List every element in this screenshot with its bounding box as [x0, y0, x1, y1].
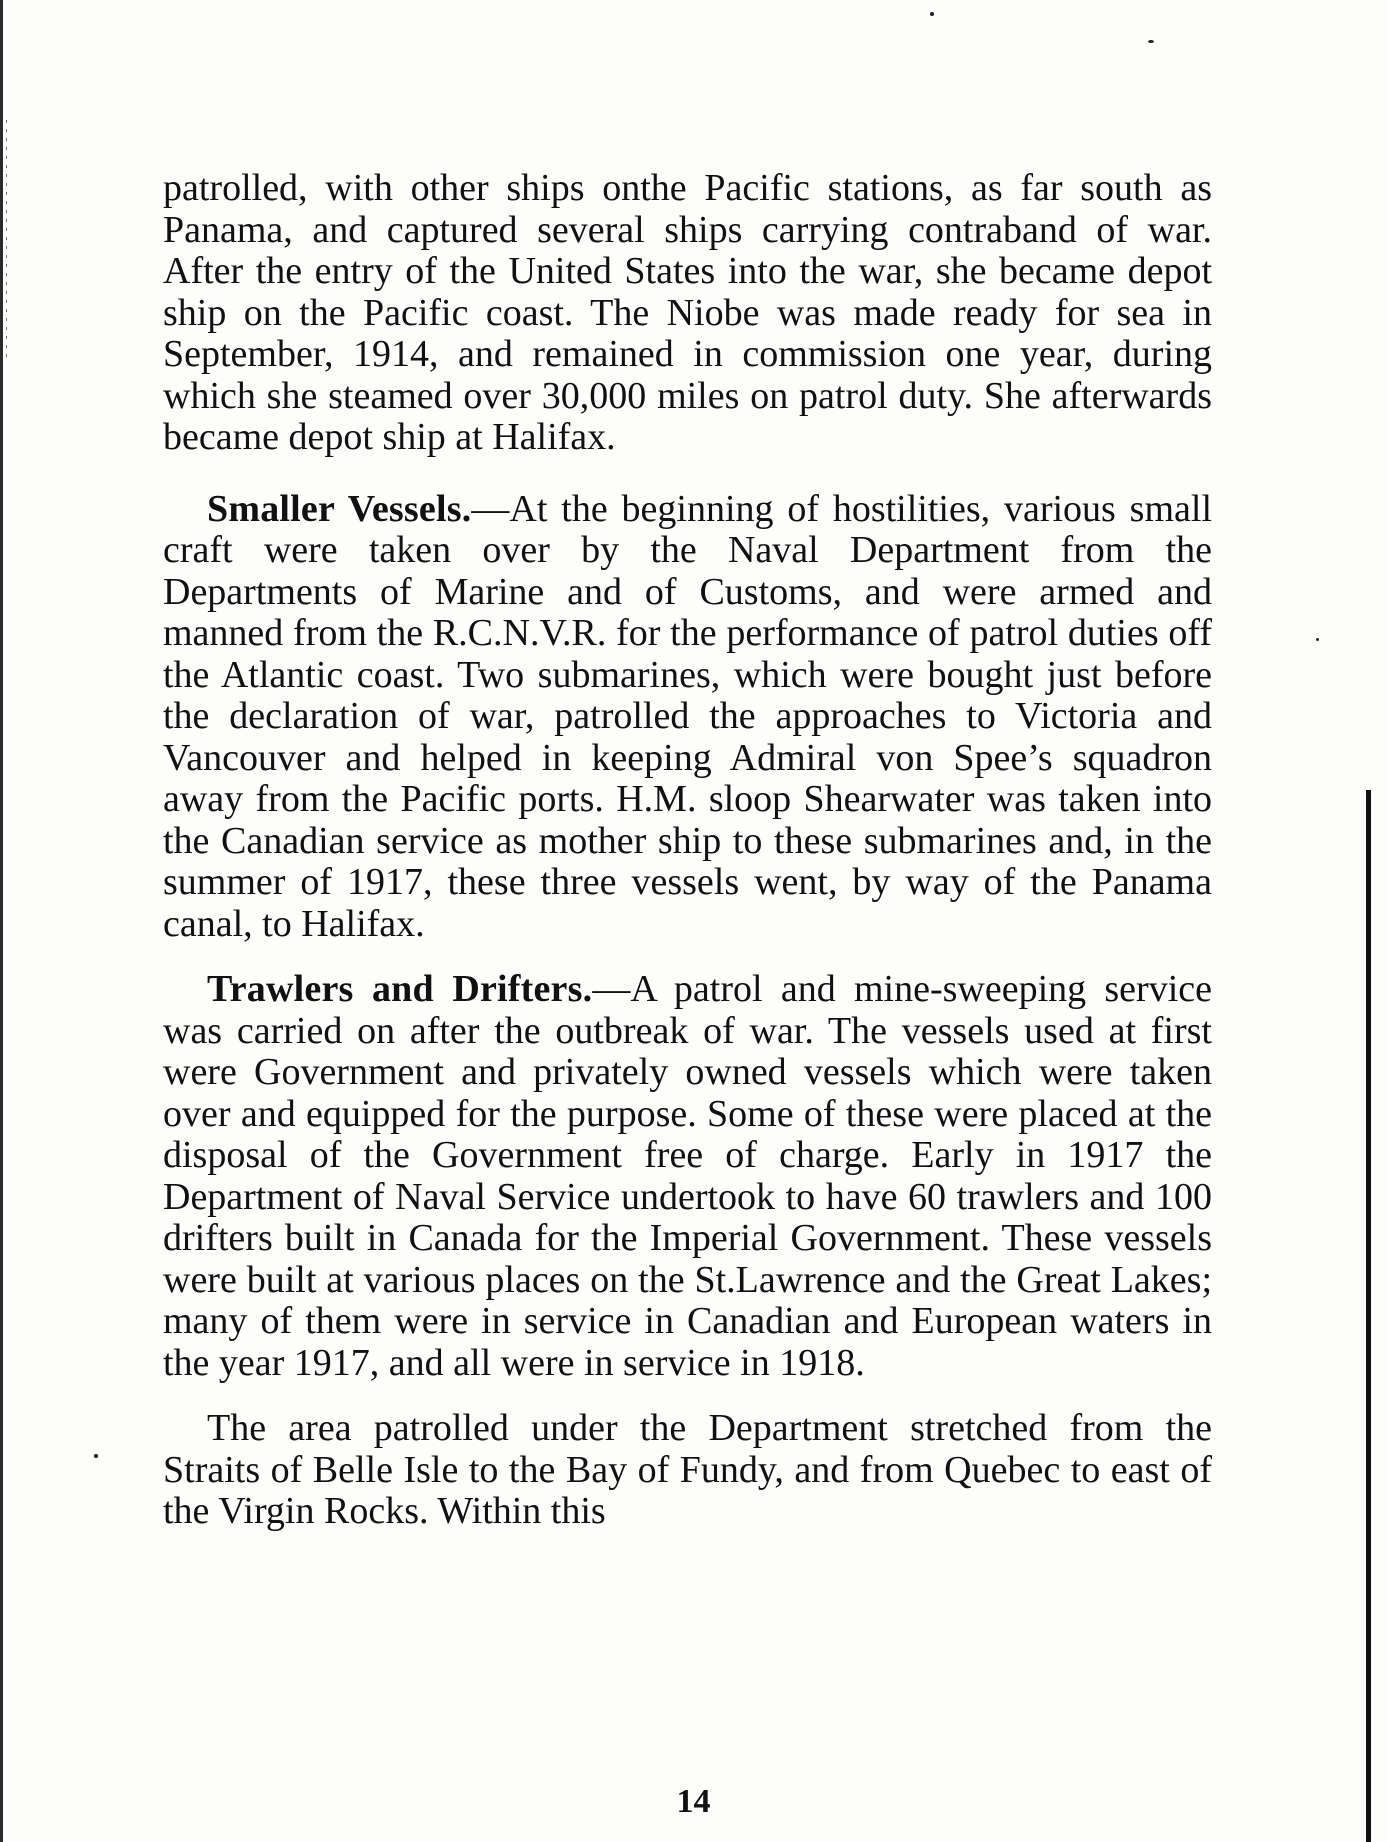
- section-heading-trawlers-drifters: Trawlers and Drifters.: [207, 968, 593, 1010]
- scan-speck: [1316, 638, 1319, 641]
- scan-right-edge: [1366, 790, 1371, 1842]
- scan-left-edge-marks: [6, 120, 7, 360]
- paragraph-area-patrolled: [163, 1408, 1212, 1533]
- paragraph-trawlers-drifters: [163, 969, 1212, 1384]
- scan-speck: [94, 1454, 98, 1458]
- paragraph-text: The area patrolled under the Department stretched from the Straits of Belle Isle to the Bay of Fundy, and from Quebec to east of the Virgin Rocks. Within this: [163, 1407, 1212, 1532]
- paragraph-smaller-vessels: [163, 489, 1212, 946]
- scan-left-edge: [0, 0, 3, 1842]
- body-text: [163, 168, 1212, 1533]
- paragraph-text: patrolled, with other ships onthe Pacific stations, as far south as Panama, and captured several ships carrying contraband of war. After the entry of the United States into the war, she became depot ship on the Pacific coast. The Niobe was made ready for sea in September, 1914, and remained in commission one year, during which she steamed over 30,000 miles on patrol duty. She afterwards became depot ship at Halifax.: [163, 167, 1212, 458]
- paragraph-text: —A patrol and mine-sweeping service was carried on after the outbreak of war. The vessels used at first were Government and privately owned vessels which were taken over and equipped for the purpose. Some of these were placed at the disposal of the Government free of charge. Early in 1917 the Department of Naval Service undertook to have 60 trawlers and 100 drifters built in Canada for the Imperial Government. These vessels were built at various places on the St.Lawrence and the Great Lakes; many of them were in service in Canadian and European waters in the year 1917, and all were in service in 1918.: [163, 968, 1212, 1384]
- scan-speck: [930, 12, 934, 16]
- section-heading-smaller-vessels: Smaller Vessels.: [207, 487, 472, 530]
- paragraph-text: —At the beginning of hostilities, various small craft were taken over by the Naval Department from the Departments of Marine and of Customs, and were armed and manned from the R.C.N.V.R. for the performance of patrol duties off the Atlantic coast. Two submarines, which were bought just before the declaration of war, patrolled the approaches to Victoria and Vancouver and helped in keeping Admiral von Spee’s squadron away from the Pacific ports. H.M. sloop Shearwater was taken into the Canadian service as mother ship to these submarines and, in the summer of 1917, these three vessels went, by way of the Panama canal, to Halifax.: [163, 487, 1212, 945]
- paragraph-niobe: [163, 168, 1212, 459]
- page-number: 14: [676, 1783, 711, 1820]
- scan-speck: [1148, 40, 1154, 43]
